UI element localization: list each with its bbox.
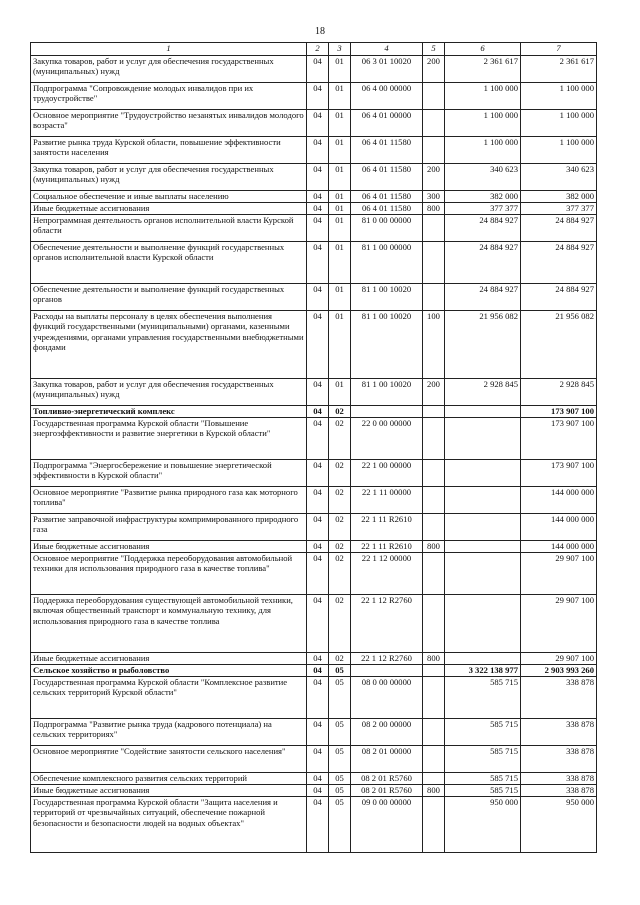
cell-amount-year1: 2 928 845 bbox=[445, 379, 521, 406]
cell-name: Иные бюджетные ассигнования bbox=[31, 785, 307, 797]
cell-subsection: 05 bbox=[329, 677, 351, 719]
cell-target-article: 08 0 00 00000 bbox=[351, 677, 423, 719]
cell-section: 04 bbox=[307, 56, 329, 83]
cell-target-article: 08 2 01 00000 bbox=[351, 746, 423, 773]
cell-name: Обеспечение деятельности и выполнение функций государственных органов исполнительной власти Курской области bbox=[31, 242, 307, 284]
table-row bbox=[31, 553, 597, 595]
table-row bbox=[31, 719, 597, 746]
cell-amount-year1: 21 956 082 bbox=[445, 311, 521, 379]
table-row bbox=[31, 379, 597, 406]
cell-name: Поддержка переоборудования существующей автомобильной техники, включая общественный транспорт и коммунальную технику, для использования природного газа в качестве топлива bbox=[31, 595, 307, 653]
cell-expense-type bbox=[423, 595, 445, 653]
cell-expense-type bbox=[423, 284, 445, 311]
cell-subsection: 02 bbox=[329, 406, 351, 418]
cell-expense-type bbox=[423, 665, 445, 677]
cell-section: 04 bbox=[307, 665, 329, 677]
cell-section: 04 bbox=[307, 311, 329, 379]
cell-target-article: 81 1 00 10020 bbox=[351, 379, 423, 406]
cell-amount-year1: 340 623 bbox=[445, 164, 521, 191]
cell-subsection: 05 bbox=[329, 785, 351, 797]
cell-amount-year2: 24 884 927 bbox=[521, 284, 597, 311]
table-row bbox=[31, 311, 597, 379]
cell-expense-type bbox=[423, 137, 445, 164]
cell-name: Подпрограмма "Энергосбережение и повышение энергетической эффективности в Курской области" bbox=[31, 460, 307, 487]
cell-amount-year1 bbox=[445, 406, 521, 418]
cell-name: Подпрограмма "Сопровождение молодых инвалидов при их трудоустройстве" bbox=[31, 83, 307, 110]
cell-section: 04 bbox=[307, 83, 329, 110]
table-row bbox=[31, 595, 597, 653]
cell-subsection: 01 bbox=[329, 284, 351, 311]
cell-target-article: 08 2 01 R5760 bbox=[351, 785, 423, 797]
cell-amount-year1 bbox=[445, 595, 521, 653]
table-row bbox=[31, 665, 597, 677]
cell-amount-year2: 2 903 993 260 bbox=[521, 665, 597, 677]
cell-amount-year2: 1 100 000 bbox=[521, 110, 597, 137]
cell-section: 04 bbox=[307, 379, 329, 406]
cell-amount-year2: 338 878 bbox=[521, 785, 597, 797]
cell-expense-type: 800 bbox=[423, 653, 445, 665]
cell-section: 04 bbox=[307, 719, 329, 746]
cell-amount-year1: 3 322 138 977 bbox=[445, 665, 521, 677]
cell-target-article: 08 2 01 R5760 bbox=[351, 773, 423, 785]
table-row bbox=[31, 487, 597, 514]
cell-target-article: 81 1 00 10020 bbox=[351, 311, 423, 379]
cell-target-article: 06 4 01 11580 bbox=[351, 203, 423, 215]
col-header-name: 1 bbox=[31, 43, 307, 56]
cell-amount-year1: 2 361 617 bbox=[445, 56, 521, 83]
cell-name: Расходы на выплаты персоналу в целях обеспечения выполнения функций государственными (муниципальными) органами, казенными учреждениями, органами управления государственными внебюджетными фондами bbox=[31, 311, 307, 379]
table-row bbox=[31, 677, 597, 719]
table-row bbox=[31, 242, 597, 284]
table-row bbox=[31, 164, 597, 191]
cell-amount-year2: 377 377 bbox=[521, 203, 597, 215]
cell-subsection: 02 bbox=[329, 460, 351, 487]
cell-subsection: 02 bbox=[329, 418, 351, 460]
cell-target-article: 06 3 01 10020 bbox=[351, 56, 423, 83]
cell-target-article: 22 0 00 00000 bbox=[351, 418, 423, 460]
col-header-amount-year1: 6 bbox=[445, 43, 521, 56]
cell-amount-year2: 173 907 100 bbox=[521, 406, 597, 418]
cell-amount-year1: 24 884 927 bbox=[445, 242, 521, 284]
cell-amount-year2: 29 907 100 bbox=[521, 653, 597, 665]
cell-section: 04 bbox=[307, 797, 329, 853]
cell-amount-year2: 21 956 082 bbox=[521, 311, 597, 379]
cell-target-article: 81 1 00 00000 bbox=[351, 242, 423, 284]
cell-name: Закупка товаров, работ и услуг для обеспечения государственных (муниципальных) нужд bbox=[31, 164, 307, 191]
cell-amount-year1: 950 000 bbox=[445, 797, 521, 853]
cell-name: Государственная программа Курской области "Защита населения и территорий от чрезвычайных ситуаций, обеспечение пожарной безопасности и безопасности людей на водных объектах" bbox=[31, 797, 307, 853]
cell-subsection: 01 bbox=[329, 164, 351, 191]
table-row bbox=[31, 418, 597, 460]
cell-expense-type: 200 bbox=[423, 56, 445, 83]
col-header-subsection: 3 bbox=[329, 43, 351, 56]
cell-amount-year2: 338 878 bbox=[521, 719, 597, 746]
cell-target-article: 22 1 11 R2610 bbox=[351, 514, 423, 541]
cell-amount-year1: 377 377 bbox=[445, 203, 521, 215]
cell-section: 04 bbox=[307, 215, 329, 242]
table-row bbox=[31, 110, 597, 137]
budget-table bbox=[30, 42, 597, 853]
cell-subsection: 05 bbox=[329, 797, 351, 853]
cell-amount-year2: 29 907 100 bbox=[521, 553, 597, 595]
table-row bbox=[31, 203, 597, 215]
cell-name: Закупка товаров, работ и услуг для обеспечения государственных (муниципальных) нужд bbox=[31, 379, 307, 406]
cell-name: Обеспечение деятельности и выполнение функций государственных органов bbox=[31, 284, 307, 311]
table-body bbox=[31, 56, 597, 853]
cell-expense-type bbox=[423, 773, 445, 785]
cell-name: Социальное обеспечение и иные выплаты населению bbox=[31, 191, 307, 203]
cell-section: 04 bbox=[307, 773, 329, 785]
cell-amount-year1 bbox=[445, 541, 521, 553]
col-header-section: 2 bbox=[307, 43, 329, 56]
cell-amount-year2: 340 623 bbox=[521, 164, 597, 191]
cell-target-article: 06 4 00 00000 bbox=[351, 83, 423, 110]
cell-subsection: 01 bbox=[329, 137, 351, 164]
cell-expense-type: 300 bbox=[423, 191, 445, 203]
cell-expense-type bbox=[423, 797, 445, 853]
cell-target-article: 81 1 00 10020 bbox=[351, 284, 423, 311]
cell-name: Закупка товаров, работ и услуг для обеспечения государственных (муниципальных) нужд bbox=[31, 56, 307, 83]
cell-target-article: 22 1 11 R2610 bbox=[351, 541, 423, 553]
cell-amount-year1: 585 715 bbox=[445, 746, 521, 773]
cell-amount-year2: 1 100 000 bbox=[521, 83, 597, 110]
table-row bbox=[31, 773, 597, 785]
cell-subsection: 02 bbox=[329, 653, 351, 665]
cell-amount-year1: 1 100 000 bbox=[445, 137, 521, 164]
cell-section: 04 bbox=[307, 110, 329, 137]
cell-amount-year2: 2 361 617 bbox=[521, 56, 597, 83]
cell-name: Иные бюджетные ассигнования bbox=[31, 653, 307, 665]
table-row bbox=[31, 284, 597, 311]
cell-section: 04 bbox=[307, 487, 329, 514]
cell-target-article: 22 1 12 R2760 bbox=[351, 595, 423, 653]
table-row bbox=[31, 746, 597, 773]
cell-expense-type bbox=[423, 418, 445, 460]
cell-target-article: 81 0 00 00000 bbox=[351, 215, 423, 242]
cell-section: 04 bbox=[307, 137, 329, 164]
cell-expense-type bbox=[423, 719, 445, 746]
cell-amount-year2: 173 907 100 bbox=[521, 460, 597, 487]
cell-amount-year1 bbox=[445, 514, 521, 541]
cell-section: 04 bbox=[307, 191, 329, 203]
cell-subsection: 02 bbox=[329, 487, 351, 514]
cell-amount-year1: 24 884 927 bbox=[445, 284, 521, 311]
cell-target-article: 09 0 00 00000 bbox=[351, 797, 423, 853]
cell-subsection: 01 bbox=[329, 56, 351, 83]
cell-section: 04 bbox=[307, 460, 329, 487]
cell-amount-year2: 144 000 000 bbox=[521, 514, 597, 541]
cell-name: Государственная программа Курской области "Комплексное развитие сельских территорий Курской области" bbox=[31, 677, 307, 719]
col-header-target-article: 4 bbox=[351, 43, 423, 56]
cell-amount-year1 bbox=[445, 418, 521, 460]
cell-expense-type bbox=[423, 487, 445, 514]
cell-section: 04 bbox=[307, 284, 329, 311]
cell-section: 04 bbox=[307, 746, 329, 773]
cell-section: 04 bbox=[307, 406, 329, 418]
cell-target-article: 22 1 11 00000 bbox=[351, 487, 423, 514]
cell-expense-type bbox=[423, 83, 445, 110]
cell-name: Основное мероприятие "Содействие занятости сельского населения" bbox=[31, 746, 307, 773]
cell-amount-year1 bbox=[445, 460, 521, 487]
table-row bbox=[31, 137, 597, 164]
cell-expense-type: 800 bbox=[423, 785, 445, 797]
cell-expense-type: 200 bbox=[423, 379, 445, 406]
cell-section: 04 bbox=[307, 203, 329, 215]
table-row bbox=[31, 541, 597, 553]
cell-amount-year2: 24 884 927 bbox=[521, 215, 597, 242]
cell-expense-type bbox=[423, 406, 445, 418]
cell-section: 04 bbox=[307, 514, 329, 541]
cell-amount-year1: 585 715 bbox=[445, 719, 521, 746]
cell-expense-type bbox=[423, 514, 445, 541]
cell-name: Иные бюджетные ассигнования bbox=[31, 541, 307, 553]
cell-amount-year2: 1 100 000 bbox=[521, 137, 597, 164]
cell-target-article: 06 4 01 11580 bbox=[351, 164, 423, 191]
table-row bbox=[31, 653, 597, 665]
cell-target-article: 22 1 12 00000 bbox=[351, 553, 423, 595]
cell-subsection: 02 bbox=[329, 553, 351, 595]
cell-subsection: 02 bbox=[329, 541, 351, 553]
cell-subsection: 02 bbox=[329, 514, 351, 541]
cell-section: 04 bbox=[307, 242, 329, 284]
cell-name: Развитие рынка труда Курской области, повышение эффективности занятости населения bbox=[31, 137, 307, 164]
table-row bbox=[31, 191, 597, 203]
cell-subsection: 01 bbox=[329, 215, 351, 242]
cell-target-article bbox=[351, 406, 423, 418]
cell-name: Сельское хозяйство и рыболовство bbox=[31, 665, 307, 677]
cell-amount-year2: 173 907 100 bbox=[521, 418, 597, 460]
cell-name: Иные бюджетные ассигнования bbox=[31, 203, 307, 215]
cell-expense-type bbox=[423, 215, 445, 242]
cell-section: 04 bbox=[307, 418, 329, 460]
cell-amount-year1: 1 100 000 bbox=[445, 83, 521, 110]
table-row bbox=[31, 785, 597, 797]
cell-amount-year2: 338 878 bbox=[521, 773, 597, 785]
cell-subsection: 05 bbox=[329, 719, 351, 746]
cell-target-article: 22 1 00 00000 bbox=[351, 460, 423, 487]
cell-subsection: 05 bbox=[329, 665, 351, 677]
cell-name: Обеспечение комплексного развития сельских территорий bbox=[31, 773, 307, 785]
cell-target-article: 22 1 12 R2760 bbox=[351, 653, 423, 665]
cell-section: 04 bbox=[307, 677, 329, 719]
cell-name: Основное мероприятие "Поддержка переоборудования автомобильной техники для использования природного газа в качестве топлива" bbox=[31, 553, 307, 595]
cell-amount-year1: 1 100 000 bbox=[445, 110, 521, 137]
table-row bbox=[31, 83, 597, 110]
cell-expense-type bbox=[423, 242, 445, 284]
cell-amount-year2: 338 878 bbox=[521, 677, 597, 719]
table-row bbox=[31, 56, 597, 83]
cell-amount-year1: 585 715 bbox=[445, 677, 521, 719]
cell-target-article: 08 2 00 00000 bbox=[351, 719, 423, 746]
cell-section: 04 bbox=[307, 595, 329, 653]
cell-expense-type: 200 bbox=[423, 164, 445, 191]
cell-name: Топливно-энергетический комплекс bbox=[31, 406, 307, 418]
cell-amount-year2: 144 000 000 bbox=[521, 487, 597, 514]
cell-amount-year1: 585 715 bbox=[445, 785, 521, 797]
cell-section: 04 bbox=[307, 164, 329, 191]
table-row bbox=[31, 514, 597, 541]
cell-expense-type bbox=[423, 460, 445, 487]
table-row bbox=[31, 460, 597, 487]
cell-name: Подпрограмма "Развитие рынка труда (кадрового потенциала) на сельских территориях" bbox=[31, 719, 307, 746]
cell-subsection: 01 bbox=[329, 110, 351, 137]
cell-amount-year1: 585 715 bbox=[445, 773, 521, 785]
cell-subsection: 02 bbox=[329, 595, 351, 653]
cell-expense-type bbox=[423, 553, 445, 595]
cell-expense-type: 800 bbox=[423, 203, 445, 215]
cell-subsection: 05 bbox=[329, 746, 351, 773]
cell-expense-type bbox=[423, 677, 445, 719]
cell-subsection: 01 bbox=[329, 311, 351, 379]
cell-amount-year1: 24 884 927 bbox=[445, 215, 521, 242]
cell-amount-year2: 950 000 bbox=[521, 797, 597, 853]
table-header-row bbox=[31, 43, 597, 56]
cell-subsection: 01 bbox=[329, 203, 351, 215]
col-header-amount-year2: 7 bbox=[521, 43, 597, 56]
cell-amount-year1 bbox=[445, 653, 521, 665]
cell-expense-type bbox=[423, 110, 445, 137]
cell-section: 04 bbox=[307, 785, 329, 797]
cell-subsection: 01 bbox=[329, 242, 351, 284]
cell-amount-year2: 2 928 845 bbox=[521, 379, 597, 406]
cell-name: Развитие заправочной инфраструктуры компримированного природного газа bbox=[31, 514, 307, 541]
cell-amount-year2: 29 907 100 bbox=[521, 595, 597, 653]
cell-target-article: 06 4 01 11580 bbox=[351, 191, 423, 203]
cell-amount-year1 bbox=[445, 487, 521, 514]
cell-subsection: 01 bbox=[329, 379, 351, 406]
cell-section: 04 bbox=[307, 653, 329, 665]
table-row bbox=[31, 797, 597, 853]
cell-amount-year1 bbox=[445, 553, 521, 595]
cell-target-article: 06 4 01 11580 bbox=[351, 137, 423, 164]
cell-subsection: 01 bbox=[329, 83, 351, 110]
cell-subsection: 01 bbox=[329, 191, 351, 203]
cell-section: 04 bbox=[307, 541, 329, 553]
cell-subsection: 05 bbox=[329, 773, 351, 785]
page-number: 18 bbox=[315, 26, 325, 37]
cell-amount-year2: 338 878 bbox=[521, 746, 597, 773]
cell-amount-year1: 382 000 bbox=[445, 191, 521, 203]
cell-amount-year2: 144 000 000 bbox=[521, 541, 597, 553]
cell-expense-type: 800 bbox=[423, 541, 445, 553]
cell-name: Основное мероприятие "Развитие рынка природного газа как моторного топлива" bbox=[31, 487, 307, 514]
cell-section: 04 bbox=[307, 553, 329, 595]
cell-name: Непрограммная деятельность органов исполнительной власти Курской области bbox=[31, 215, 307, 242]
cell-expense-type bbox=[423, 746, 445, 773]
table-row bbox=[31, 406, 597, 418]
cell-target-article bbox=[351, 665, 423, 677]
cell-amount-year2: 382 000 bbox=[521, 191, 597, 203]
table-row bbox=[31, 215, 597, 242]
cell-name: Государственная программа Курской области "Повышение энергоэффективности и развитие энергетики в Курской области" bbox=[31, 418, 307, 460]
cell-expense-type: 100 bbox=[423, 311, 445, 379]
cell-target-article: 06 4 01 00000 bbox=[351, 110, 423, 137]
cell-name: Основное мероприятие "Трудоустройство незанятых инвалидов молодого возраста" bbox=[31, 110, 307, 137]
cell-amount-year2: 24 884 927 bbox=[521, 242, 597, 284]
col-header-expense-type: 5 bbox=[423, 43, 445, 56]
